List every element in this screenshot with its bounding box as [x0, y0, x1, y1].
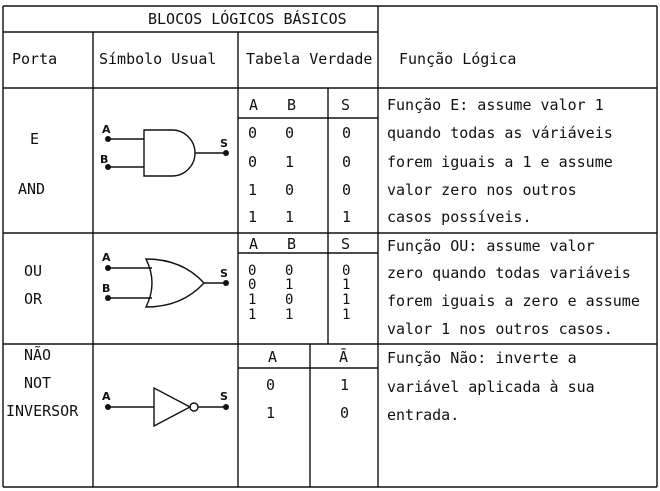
or-cell: 0 — [248, 263, 257, 279]
or-th-b: B — [287, 235, 297, 253]
or-cell: 0 — [285, 263, 294, 279]
and-input-b-label: B — [100, 153, 109, 166]
porta-not: NOT — [24, 374, 52, 392]
porta-ou: OU — [24, 262, 43, 280]
or-cell: 1 — [342, 277, 351, 293]
and-th-s: S — [341, 96, 351, 114]
and-input-a-label: A — [102, 123, 111, 136]
and-cell: 0 — [285, 181, 295, 199]
or-gate-icon — [96, 248, 236, 318]
porta-e: E — [30, 130, 40, 148]
porta-inversor: INVERSOR — [6, 402, 79, 420]
and-th-a: A — [249, 96, 259, 114]
or-cell: 1 — [248, 292, 257, 308]
and-cell: 1 — [342, 208, 352, 226]
and-cell: 0 — [248, 153, 258, 171]
not-th-a: A — [268, 348, 278, 366]
not-output-s-label: S — [220, 390, 228, 403]
or-input-a-label: A — [102, 251, 111, 264]
and-function-line: quando todas as váriáveis — [387, 124, 613, 142]
and-cell: 1 — [248, 181, 258, 199]
porta-nao: NÃO — [24, 346, 52, 364]
not-function-line: variável aplicada à sua — [387, 378, 595, 396]
header-funcao: Função Lógica — [399, 50, 517, 68]
not-cell: 0 — [340, 404, 350, 422]
and-cell: 1 — [285, 208, 295, 226]
or-cell: 1 — [342, 292, 351, 308]
or-function-line: zero quando todas variáveis — [387, 264, 631, 282]
not-cell: 0 — [266, 376, 276, 394]
or-function-line: forem iguais a zero e assume — [387, 292, 640, 310]
table-title: BLOCOS LÓGICOS BÁSICOS — [148, 10, 347, 28]
and-function-line: Função E: assume valor 1 — [387, 96, 604, 114]
header-simbolo: Símbolo Usual — [99, 50, 217, 68]
not-th-a-bar: Ā — [339, 348, 349, 366]
and-cell: 0 — [285, 124, 295, 142]
and-cell: 0 — [342, 153, 352, 171]
porta-or: OR — [24, 290, 43, 308]
and-cell: 1 — [285, 153, 295, 171]
or-cell: 1 — [248, 307, 257, 323]
not-function-line: Função Não: inverte a — [387, 349, 577, 367]
not-function-line: entrada. — [387, 406, 460, 424]
header-porta: Porta — [12, 50, 58, 68]
and-cell: 0 — [342, 124, 352, 142]
not-cell: 1 — [266, 404, 276, 422]
or-cell: 0 — [342, 263, 351, 279]
and-th-b: B — [287, 96, 297, 114]
or-function-line: Função OU: assume valor — [387, 237, 595, 255]
and-gate-icon — [96, 118, 236, 188]
header-tabela: Tabela Verdade — [246, 50, 373, 68]
and-function-line: forem iguais a 1 e assume — [387, 153, 613, 171]
and-function-line: valor zero nos outros — [387, 181, 577, 199]
or-th-a: A — [249, 235, 259, 253]
or-output-s-label: S — [220, 267, 228, 280]
or-cell: 1 — [342, 307, 351, 323]
and-output-s-label: S — [220, 137, 228, 150]
and-function-line: casos possíveis. — [387, 208, 532, 226]
or-cell: 1 — [285, 277, 294, 293]
and-cell: 0 — [342, 181, 352, 199]
not-gate-icon — [96, 376, 236, 436]
and-cell: 1 — [248, 208, 258, 226]
not-cell: 1 — [340, 376, 350, 394]
and-cell: 0 — [248, 124, 258, 142]
or-function-line: valor 1 nos outros casos. — [387, 320, 613, 338]
or-th-s: S — [341, 235, 351, 253]
or-cell: 0 — [248, 277, 257, 293]
or-input-b-label: B — [102, 282, 111, 295]
or-cell: 0 — [285, 292, 294, 308]
not-input-a-label: A — [102, 390, 111, 403]
porta-and: AND — [18, 180, 46, 198]
or-cell: 1 — [285, 307, 294, 323]
